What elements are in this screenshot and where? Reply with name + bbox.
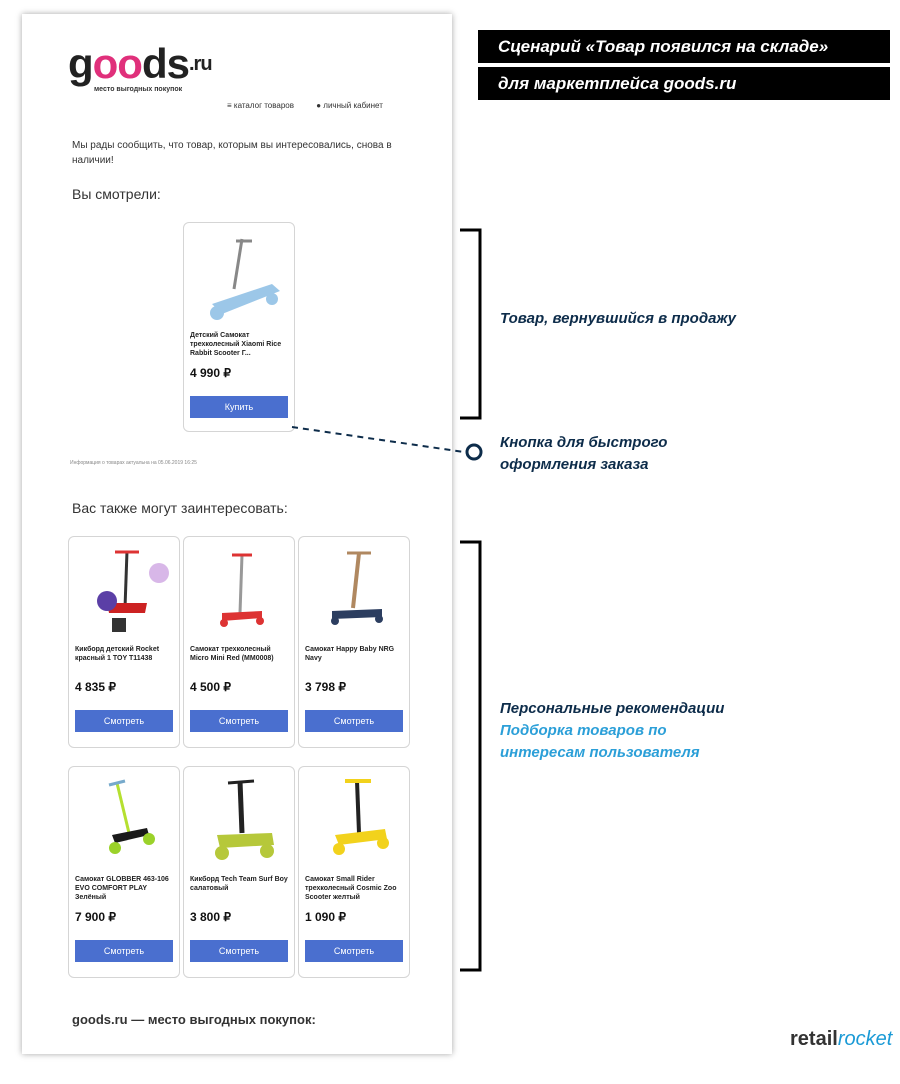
product-name[interactable]: Детский Самокат трехколесный Xiaomi Rice Rabbit Scooter Г... [190,332,282,357]
product-name[interactable]: Самокат Happy Baby NRG Navy [305,646,395,662]
product-price: 7 900 ₽ [75,910,116,924]
title-banner-1: Сценарий «Товар появился на складе» [478,30,890,63]
annot-recs-line1: Персональные рекомендации [500,700,725,717]
product-price: 4 500 ₽ [190,680,231,694]
buy-button[interactable]: Купить [190,396,288,418]
viewed-heading: Вы смотрели: [72,186,161,202]
annot-recommendations [500,698,724,764]
product-price: 4 990 ₽ [190,366,231,380]
view-button[interactable]: Смотреть [190,710,288,732]
annot-returned-item: Товар, вернувшийся в продажу [500,310,737,327]
recs-heading: Вас также могут заинтересовать: [72,500,288,516]
view-button[interactable]: Смотреть [305,710,403,732]
product-name[interactable]: Самокат Small Rider трехколесный Cosmic Zoo Scooter желтый [305,876,397,901]
view-button[interactable]: Смотреть [190,940,288,962]
intro-text: Мы рады сообщить, что товар, которым вы интересовались, снова в наличии! [72,140,392,166]
product-price: 3 798 ₽ [305,680,346,694]
updated-note: Информация о товарах актуальна на 05.06.2019 16:25 [70,460,197,466]
product-price: 1 090 ₽ [305,910,346,924]
annot-quick-order-line1: Кнопка для быстрого [500,434,668,451]
logo-wordmark: goods$^{.ru}$ [68,40,212,87]
annot-quick-order-line2: оформления заказа [500,456,649,473]
title-banner-2: для маркетплейса goods.ru [478,67,890,100]
annot-quick-order [500,432,667,476]
view-button[interactable]: Смотреть [75,710,173,732]
product-price: 4 835 ₽ [75,680,116,694]
retailrocket-logo: retailrocket [790,1028,893,1050]
view-button[interactable]: Смотреть [305,940,403,962]
annot-recs-line2: Подборка товаров по [500,722,667,739]
nav-account[interactable]: ● личный кабинет [316,101,383,110]
product-name[interactable]: Кикборд детский Rocket красный 1 TOY T11438 [75,646,160,662]
view-button[interactable]: Смотреть [75,940,173,962]
product-name[interactable]: Самокат GLOBBER 463-106 EVO COMFORT PLAY Зелёный [75,876,169,901]
annot-recs-line3: интересам пользователя [500,744,700,761]
nav-catalog[interactable]: ≡ каталог товаров [227,101,294,110]
footer-text: goods.ru — место выгодных покупок: [72,1012,316,1027]
logo-tagline: место выгодных покупок [94,86,183,93]
product-name[interactable]: Самокат трехколесный Micro Mini Red (MM0008) [190,646,274,662]
product-price: 3 800 ₽ [190,910,231,924]
product-name[interactable]: Кикборд Tech Team Surf Boy салатовый [190,876,288,892]
